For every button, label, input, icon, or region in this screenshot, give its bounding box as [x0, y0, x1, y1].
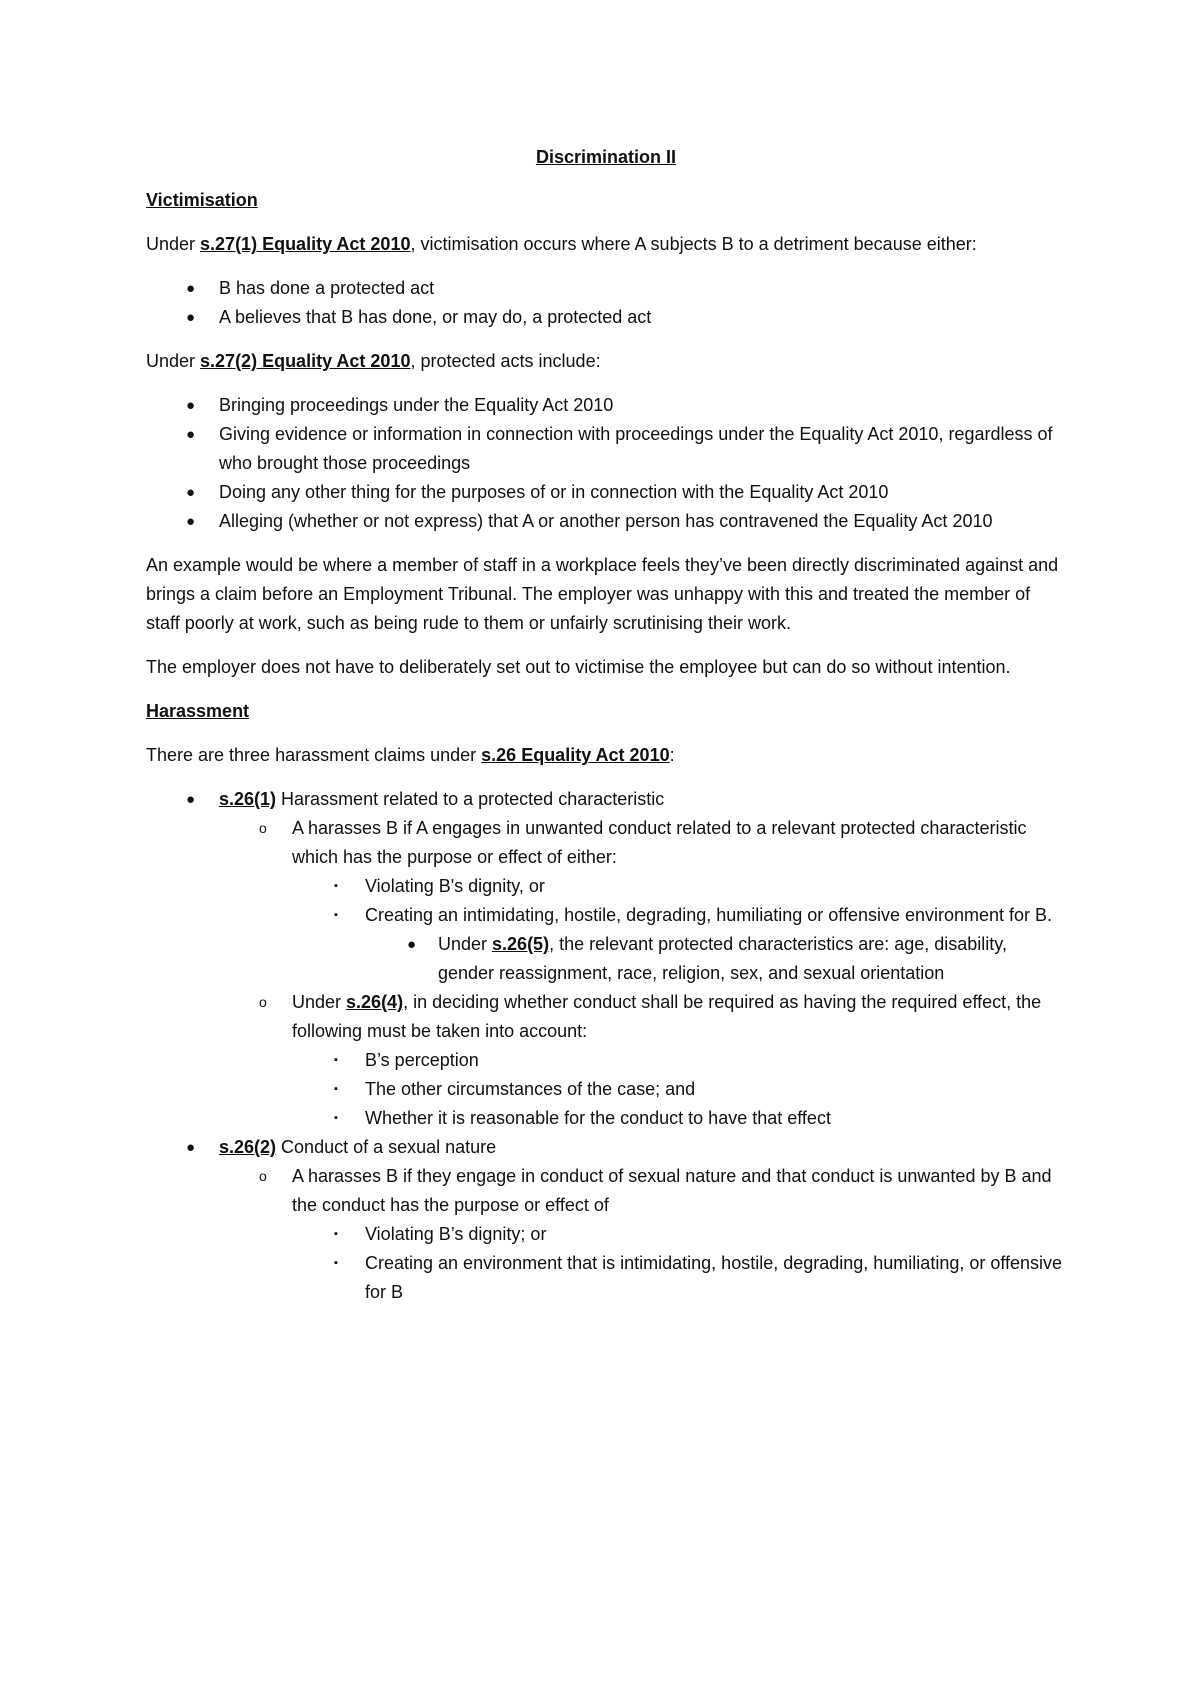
- victimisation-conditions-list: [146, 274, 1066, 332]
- harassment-intro: There are three harassment claims under s.26 Equality Act 2010:: [146, 745, 675, 765]
- claim-s26-2: ● s.26(2) Conduct of a sexual nature o A harasses B if they engage in conduct of sexual nature and that conduct is unwanted by B and the conduct has the purpose or effect of ▪ Violating B’s dignity; or ▪ Creating an environment that is intimidating, hostile, degrading, humiliating, or offensive for B: [146, 1133, 1066, 1307]
- bullet-disc-icon: ●: [186, 1139, 196, 1156]
- page-title: Discrimination II: [535, 147, 677, 167]
- bullet-disc-icon: ●: [186, 309, 196, 326]
- harassment-heading: Harassment: [146, 701, 250, 721]
- sub-list: [219, 814, 1066, 1133]
- list-item: ● B has done a protected act: [146, 274, 1066, 303]
- bullet-circle-icon: o: [259, 1168, 267, 1184]
- victimisation-definition: Under s.27(1) Equality Act 2010, victimisation occurs where A subjects B to a detriment because either:: [146, 234, 977, 254]
- bullet-disc-icon: ●: [186, 280, 196, 297]
- claim-s26-1: ● s.26(1) Harassment related to a protected characteristic o A harasses B if A engages in unwanted conduct related to a relevant protected characteristic which has the purpose or effect of either: ▪ Violating B's dignity, or ▪ Creating an intimidating, hostile, degrading, humiliating or offensive environment for B. ● Under s.26(5), the relevant protected characteristics are: age, disability, gender reassignment, race, religion, sex, and sexual orientation o Under s.26(4), in deciding whether conduct shall be required as having the required effect, the following must be taken into account: ▪ B’s perception ▪ The other circumstances of the case; and ▪ Whether it is reasonable for the conduct to have that effect: [146, 785, 1066, 1133]
- protected-acts-list: [146, 391, 1066, 536]
- bullet-disc-icon: ●: [186, 397, 196, 414]
- statute-reference: s.27(2) Equality Act 2010: [200, 351, 411, 371]
- list-item: ● Alleging (whether or not express) that A or another person has contravened the Equality Act 2010: [146, 507, 1066, 536]
- statute-reference: s.27(1) Equality Act 2010: [200, 234, 411, 254]
- victimisation-example: An example would be where a member of staff in a workplace feels they’ve been directly discriminated against and brings a claim before an Employment Tribunal. The employer was unhappy with this and treated the member of staff poorly at work, such as being rude to them or unfairly scrutinising their work.: [146, 555, 1059, 633]
- sub-list: [292, 1046, 1066, 1133]
- protected-acts-intro: Under s.27(2) Equality Act 2010, protected acts include:: [146, 351, 601, 371]
- list-item: ● Giving evidence or information in connection with proceedings under the Equality Act 2010, regardless of who brought those proceedings: [146, 420, 1066, 478]
- list-item: ● Doing any other thing for the purposes of or in connection with the Equality Act 2010: [146, 478, 1066, 507]
- bullet-circle-icon: o: [259, 820, 267, 836]
- bullet-square-icon: ▪: [334, 880, 338, 892]
- list-item: ● Bringing proceedings under the Equality Act 2010: [146, 391, 1066, 420]
- bullet-disc-icon: ●: [186, 513, 196, 530]
- list-item: o A harasses B if A engages in unwanted conduct related to a relevant protected characteristic which has the purpose or effect of either: ▪ Violating B's dignity, or ▪ Creating an intimidating, hostile, degrading, humiliating or offensive environment for B. ● Under s.26(5), the relevant protected characteristics are: age, disability, gender reassignment, race, religion, sex, and sexual orientation: [219, 814, 1066, 988]
- list-item: ● A believes that B has done, or may do, a protected act: [146, 303, 1066, 332]
- list-item: o Under s.26(4), in deciding whether conduct shall be required as having the required effect, the following must be taken into account: ▪ B’s perception ▪ The other circumstances of the case; and ▪ Whether it is reasonable for the conduct to have that effect: [219, 988, 1066, 1133]
- list-item: ▪ Whether it is reasonable for the conduct to have that effect: [292, 1104, 1066, 1133]
- statute-reference: s.26(1): [219, 789, 277, 809]
- bullet-square-icon: ▪: [334, 1083, 338, 1095]
- bullet-square-icon: ▪: [334, 1054, 338, 1066]
- bullet-circle-icon: o: [259, 994, 267, 1010]
- bullet-disc-icon: ●: [186, 791, 196, 808]
- statute-reference: s.26(5): [492, 934, 550, 954]
- bullet-disc-icon: ●: [186, 484, 196, 501]
- document-body: [146, 143, 1066, 1322]
- statute-reference: s.26(2): [219, 1137, 277, 1157]
- list-item: ▪ Creating an intimidating, hostile, degrading, humiliating or offensive environment for B. ● Under s.26(5), the relevant protected characteristics are: age, disability, gender reassignment, race, religion, sex, and sexual orientation: [292, 901, 1066, 988]
- list-item: ▪ Creating an environment that is intimidating, hostile, degrading, humiliating, or offensive for B: [292, 1249, 1066, 1307]
- bullet-square-icon: ▪: [334, 1112, 338, 1124]
- sub-list: [292, 1220, 1066, 1307]
- victimisation-heading: Victimisation: [146, 190, 258, 210]
- victimisation-intention: The employer does not have to deliberately set out to victimise the employee but can do so without intention.: [146, 657, 1011, 677]
- list-item: ● Under s.26(5), the relevant protected characteristics are: age, disability, gender reassignment, race, religion, sex, and sexual orientation: [365, 930, 1066, 988]
- bullet-disc-icon: ●: [407, 936, 417, 953]
- bullet-disc-icon: ●: [186, 426, 196, 443]
- bullet-square-icon: ▪: [334, 1228, 338, 1240]
- list-item: ▪ The other circumstances of the case; and: [292, 1075, 1066, 1104]
- harassment-claims-list: [146, 785, 1066, 1307]
- bullet-square-icon: ▪: [334, 909, 338, 921]
- bullet-square-icon: ▪: [334, 1257, 338, 1269]
- list-item: ▪ Violating B's dignity, or: [292, 872, 1066, 901]
- statute-reference: s.26 Equality Act 2010: [481, 745, 670, 765]
- sub-list: [219, 1162, 1066, 1307]
- list-item: o A harasses B if they engage in conduct of sexual nature and that conduct is unwanted by B and the conduct has the purpose or effect of ▪ Violating B’s dignity; or ▪ Creating an environment that is intimidating, hostile, degrading, humiliating, or offensive for B: [219, 1162, 1066, 1307]
- sub-list: [292, 872, 1066, 988]
- list-item: ▪ B’s perception: [292, 1046, 1066, 1075]
- statute-reference: s.26(4): [346, 992, 404, 1012]
- sub-list: [365, 930, 1066, 988]
- list-item: ▪ Violating B’s dignity; or: [292, 1220, 1066, 1249]
